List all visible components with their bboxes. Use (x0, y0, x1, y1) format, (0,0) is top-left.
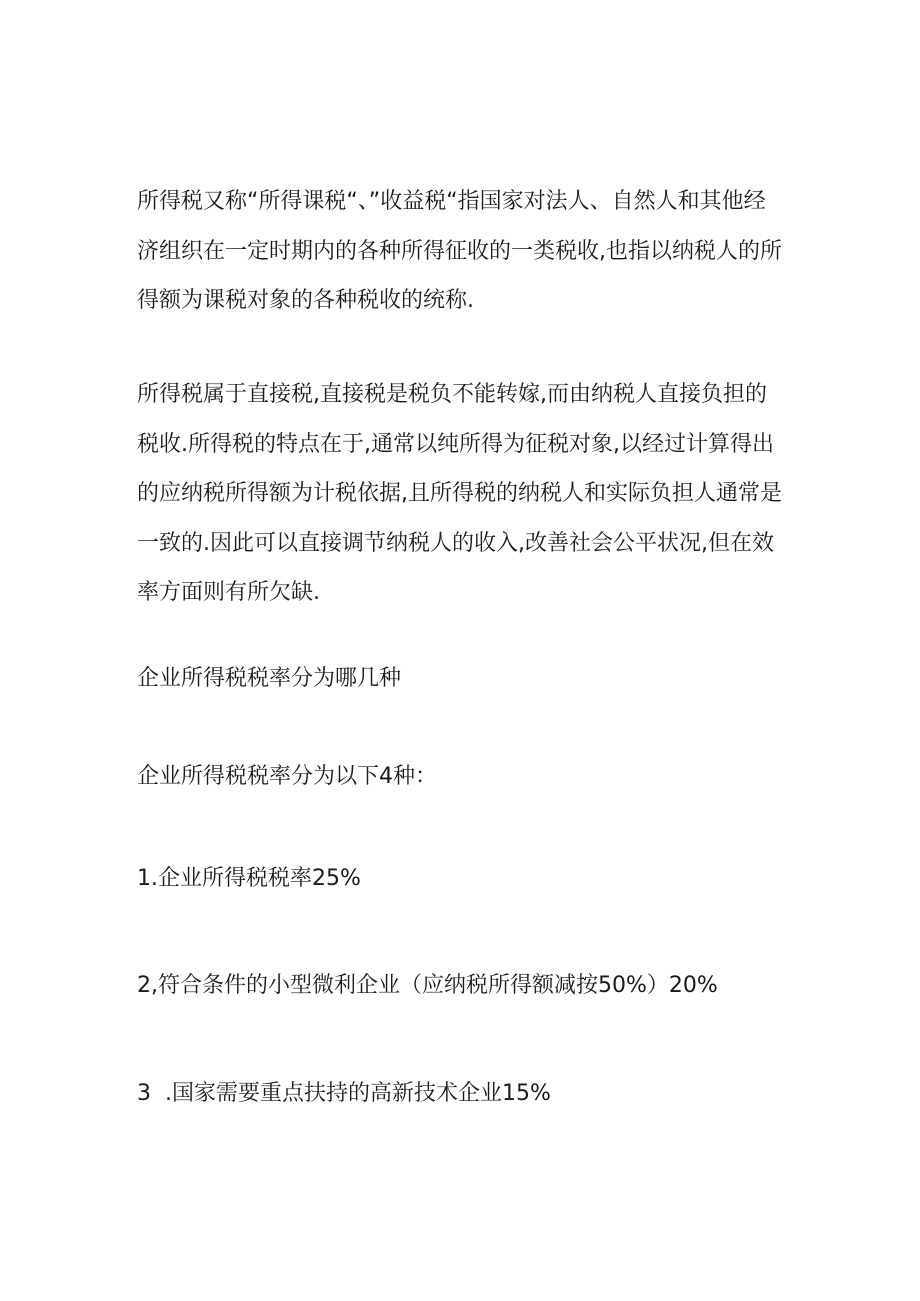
section-heading: 企业所得税税率分为哪几种 (137, 666, 402, 691)
rates-intro: 企业所得税税率分为以下4种： (137, 764, 437, 789)
list-item: 1.企业所得税税率25% (137, 866, 361, 891)
list-item: 2,符合条件的小型微利企业（应纳税所得额减按50%）20% (137, 973, 718, 998)
list-item: 3 .国家需要重点扶持的高新技术企业15% (137, 1081, 551, 1106)
direct-tax-paragraph: 所得税属于直接税,直接税是税负不能转嫁,而由纳税人直接负担的税收.所得税的特点在于,通常以纯所得为征税对象,以经过计算得出的应纳税所得额为计税依据,且所得税的纳税人和实际负担人通常是一致的.因此可以直接调节纳税人的收入,改善社会公平状况,但在效率方面则有所欠缺. (137, 382, 782, 605)
intro-paragraph: 所得税又称“所得课税“、”收益税“指国家对法人、自然人和其他经济组织在一定时期内的各种所得征收的一类税收,也指以纳税人的所得额为课税对象的各种税收的统称. (137, 189, 782, 313)
